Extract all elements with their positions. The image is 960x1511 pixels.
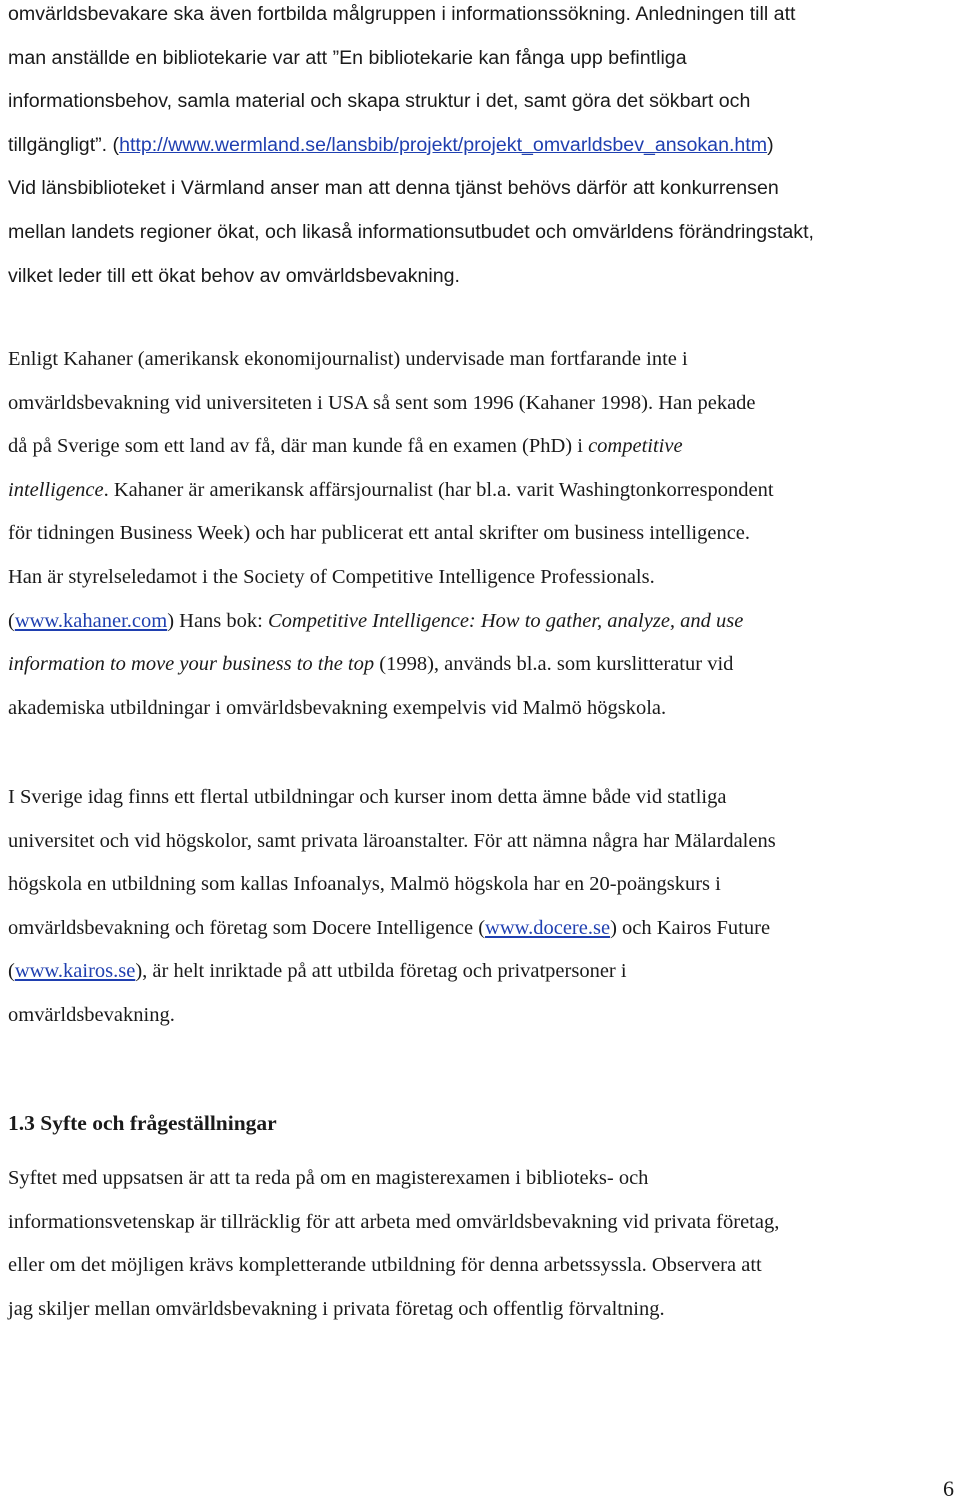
text-fragment: ) och Kairos Future — [610, 916, 771, 939]
text-fragment: ) — [767, 133, 774, 156]
italic-term: intelligence — [8, 478, 104, 501]
text-line: informationsbehov, samla material och skapa struktur i det, samt göra det sökbart och — [8, 90, 751, 113]
text-line — [8, 600, 960, 644]
text-line: för tidningen Business Week) och har publicerat ett antal skrifter om business intelligence. — [8, 522, 751, 545]
text-line: I Sverige idag finns ett flertal utbildningar och kurser inom detta ämne både vid statliga — [8, 786, 727, 808]
text-line — [8, 907, 960, 951]
text-fragment: ( — [8, 960, 15, 983]
text-line: mellan landets regioner ökat, och likaså informationsutbudet och omvärldens förändringstakt, — [8, 220, 814, 243]
paragraph-syfte — [8, 1157, 960, 1331]
wermland-link[interactable]: http://www.wermland.se/lansbib/projekt/projekt_omvarldsbev_ansokan.htm — [119, 133, 768, 156]
text-line: omvärldsbevakning. — [8, 1003, 175, 1026]
text-fragment: ), är helt inriktade på att utbilda företag och privatpersoner i — [135, 960, 627, 983]
text-line: universitet och vid högskolor, samt privata läroanstalter. För att nämna några har Mälardalens — [8, 829, 776, 852]
kahaner-link[interactable]: www.kahaner.com — [14, 609, 168, 632]
paragraph-utbildningar — [8, 776, 960, 1038]
paragraph-kahaner — [8, 338, 960, 730]
text-line — [8, 469, 960, 513]
text-line — [8, 425, 960, 469]
text-line — [8, 643, 960, 687]
text-fragment: ( — [8, 609, 15, 632]
section-heading: 1.3 Syfte och frågeställningar — [8, 1111, 277, 1135]
text-fragment: då på Sverige som ett land av få, där man kunde få en examen (PhD) i — [8, 435, 589, 458]
text-line: omvärldsbevakare ska även fortbilda målgruppen i informationssökning. Anledningen till att — [8, 3, 796, 25]
kairos-link[interactable]: www.kairos.se — [14, 960, 136, 983]
docere-link[interactable]: www.docere.se — [485, 916, 611, 939]
text-line: informationsvetenskap är tillräcklig för att arbeta med omvärldsbevakning vid privata företag, — [8, 1210, 780, 1233]
text-line: Han är styrelseledamot i the Society of Competitive Intelligence Professionals. — [8, 565, 655, 588]
paragraph-varmland — [8, 0, 960, 298]
text-line: eller om det möjligen krävs kompletterande utbildning för denna arbetssyssla. Observera att — [8, 1254, 762, 1277]
text-line: omvärldsbevakning vid universiteten i USA så sent som 1996 (Kahaner 1998). Han pekade — [8, 391, 756, 414]
book-title: information to move your business to the top — [8, 653, 375, 676]
book-title: Competitive Intelligence: How to gather, analyze, and use — [267, 609, 744, 632]
italic-term: competitive — [588, 435, 683, 458]
text-line: man anställde en bibliotekarie var att ”En bibliotekarie kan fånga upp befintliga — [8, 46, 687, 69]
text-line: akademiska utbildningar i omvärldsbevakning exempelvis vid Malmö högskola. — [8, 696, 667, 719]
text-line: Syftet med uppsatsen är att ta reda på om en magisterexamen i biblioteks- och — [8, 1167, 649, 1189]
text-fragment: (1998), används bl.a. som kurslitteratur vid — [374, 653, 734, 676]
text-fragment: tillgängligt”. ( — [8, 133, 120, 156]
text-line: vilket leder till ett ökat behov av omvärldsbevakning. — [8, 264, 460, 287]
text-line: högskola en utbildning som kallas Infoanalys, Malmö högskola har en 20-poängskurs i — [8, 873, 721, 896]
page-number: 6 — [943, 1476, 954, 1501]
text-fragment: . Kahaner är amerikansk affärsjournalist (har bl.a. varit Washingtonkorrespondent — [103, 478, 774, 501]
text-line — [8, 950, 960, 994]
text-line: jag skiljer mellan omvärldsbevakning i privata företag och offentlig förvaltning. — [8, 1297, 665, 1320]
text-line: Vid länsbiblioteket i Värmland anser man att denna tjänst behövs därför att konkurrensen — [8, 177, 779, 200]
text-fragment: ) Hans bok: — [167, 609, 268, 632]
text-fragment: omvärldsbevakning och företag som Docere Intelligence ( — [8, 916, 486, 939]
text-line — [8, 124, 960, 168]
text-line: Enligt Kahaner (amerikansk ekonomijournalist) undervisade man fortfarande inte i — [8, 348, 688, 370]
